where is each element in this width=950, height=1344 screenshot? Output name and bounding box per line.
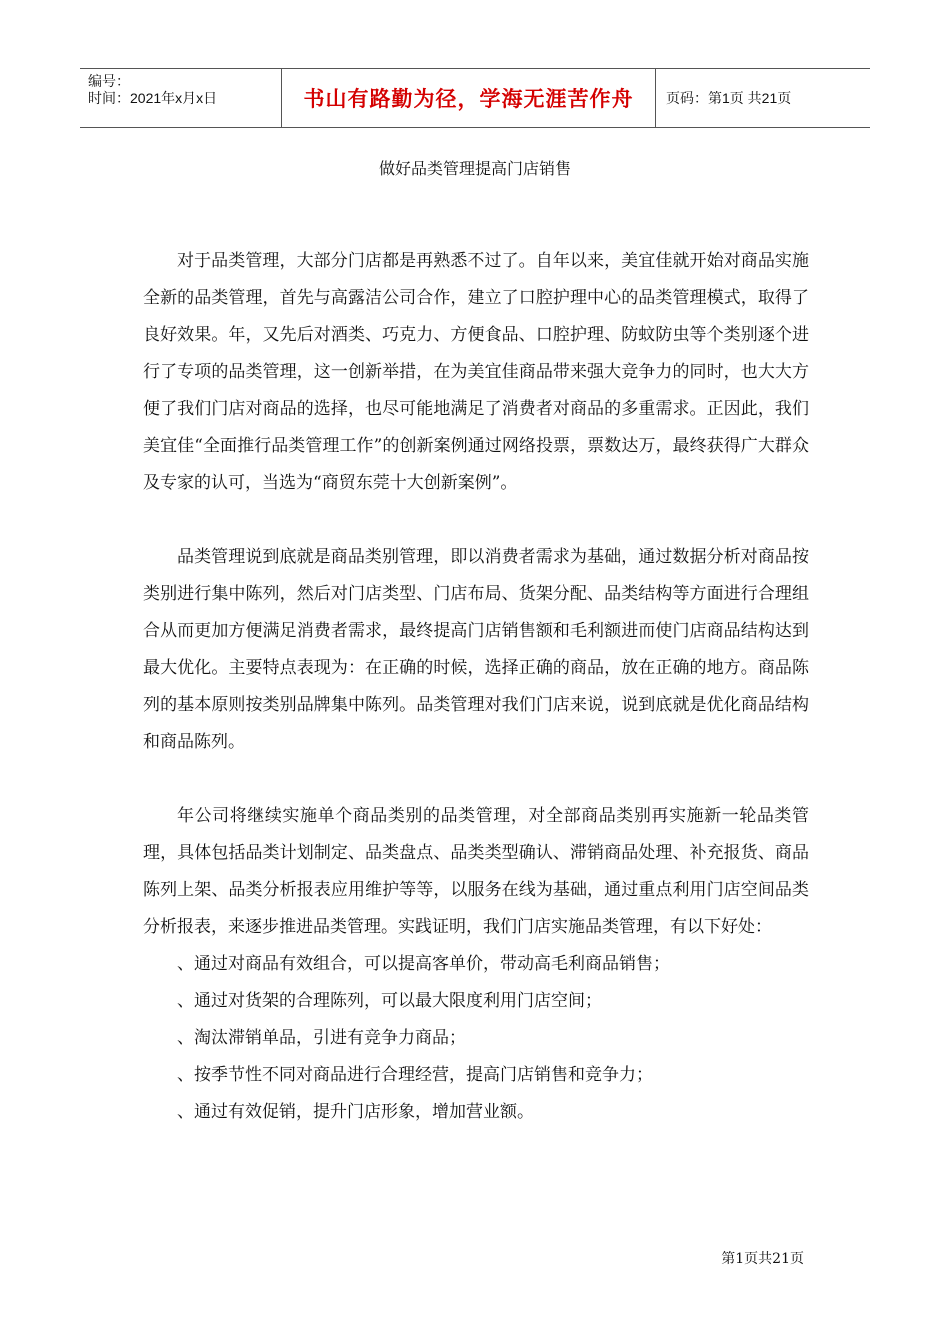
list-item: 、通过对货架的合理陈列，可以最大限度利用门店空间； (177, 991, 602, 1011)
paragraph: 品类管理说到底就是商品类别管理，即以消费者需求为基础，通过数据分析对商品按类别进行集中陈列，然后对门店类型、门店布局、货架分配、品类结构等方面进行合理组合从而更加方便满足消费者需求，最终提高门店销售额和毛利额进而使门店商品结构达到最大优化。主要特点表现为：在正确的时候，选择正确的商品，放在正确的地方。商品陈列的基本原则按类别品牌集中陈列。品类管理对我们门店来说，说到底就是优化商品结构和商品陈列。 (143, 547, 809, 752)
list-item: 、通过对商品有效组合，可以提高客单价，带动高毛利商品销售； (177, 954, 670, 974)
list-item: 、通过有效促销，提升门店形象，增加营业额。 (177, 1102, 534, 1122)
document-body (143, 243, 809, 1131)
list-item: 、按季节性不同对商品进行合理经营，提高门店销售和竞争力； (177, 1065, 653, 1085)
header-page-info: 页码：第1页 共21页 (666, 90, 792, 106)
number-label: 编号： (88, 73, 130, 89)
document-header (80, 68, 870, 128)
header-meta (80, 69, 282, 127)
list-item: 、淘汰滞销单品，引进有竞争力商品； (177, 1028, 466, 1048)
time-label: 时间：2021年x月x日 (88, 90, 218, 106)
page-footer: 第1页共21页 (721, 1251, 804, 1267)
header-motto: 书山有路勤为径，学海无涯苦作舟 (282, 69, 656, 127)
benefits-list (143, 946, 809, 1131)
paragraph: 对于品类管理，大部分门店都是再熟悉不过了。自年以来，美宜佳就开始对商品实施全新的品类管理，首先与高露洁公司合作，建立了口腔护理中心的品类管理模式，取得了良好效果。年，又先后对酒类、巧克力、方便食品、口腔护理、防蚊防虫等个类别逐个进行了专项的品类管理，这一创新举措，在为美宜佳商品带来强大竞争力的同时，也大大方便了我们门店对商品的选择，也尽可能地满足了消费者对商品的多重需求。正因此，我们美宜佳“全面推行品类管理工作”的创新案例通过网络投票，票数达万，最终获得广大群众及专家的认可，当选为“商贸东莞十大创新案例”。 (143, 251, 809, 493)
document-title: 做好品类管理提高门店销售 (378, 159, 571, 178)
paragraph: 年公司将继续实施单个商品类别的品类管理，对全部商品类别再实施新一轮品类管理，具体包括品类计划制定、品类盘点、品类类型确认、滞销商品处理、补充报货、商品陈列上架、品类分析报表应用维护等等，以服务在线为基础，通过重点利用门店空间品类分析报表，来逐步推进品类管理。实践证明，我们门店实施品类管理，有以下好处： (143, 806, 809, 937)
